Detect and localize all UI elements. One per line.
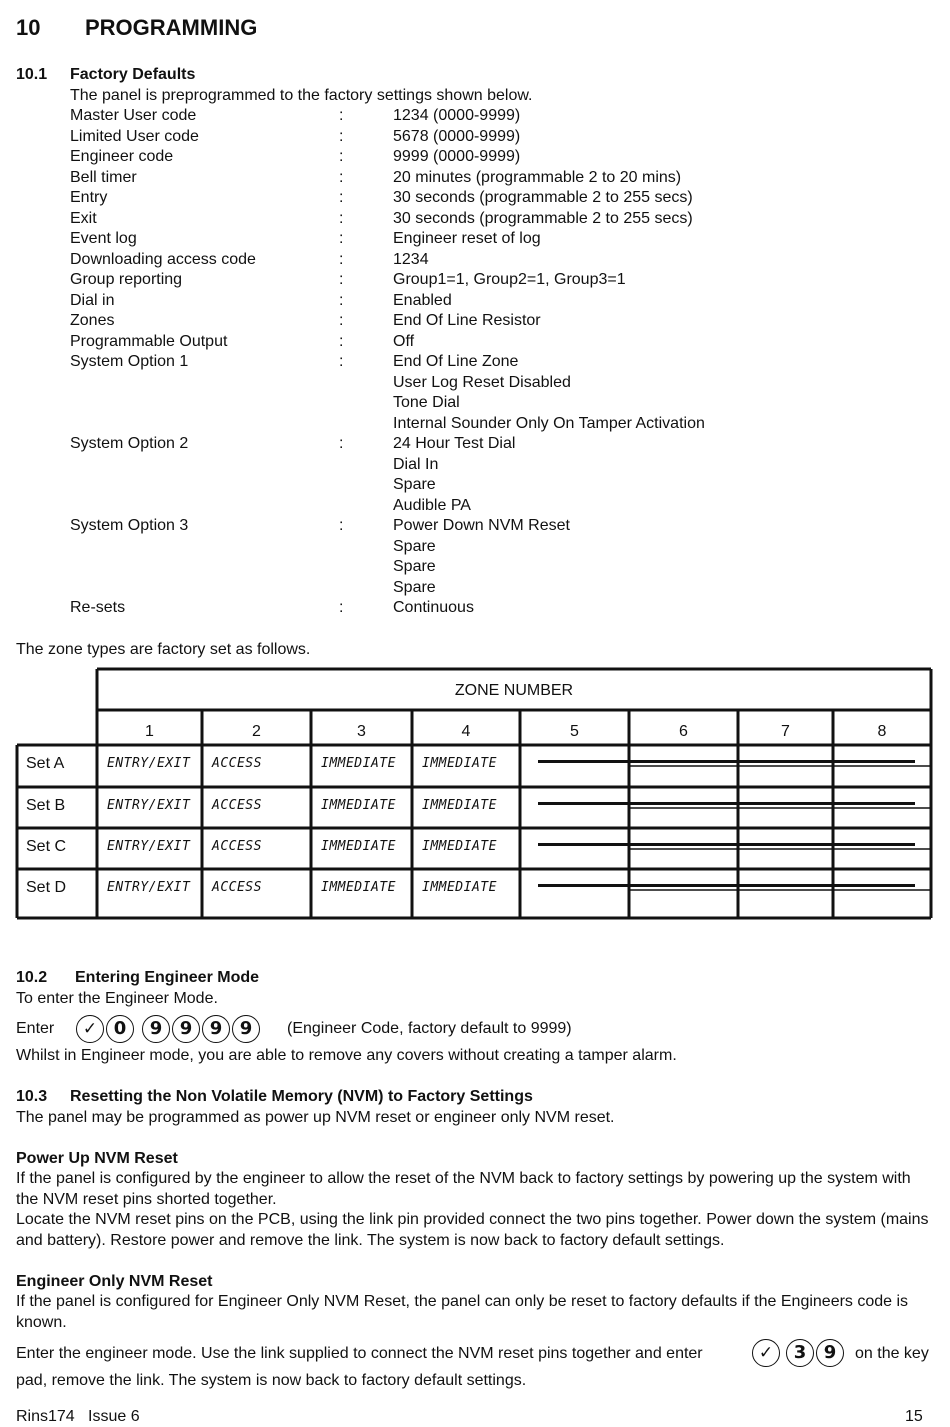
setting-separator: :: [339, 312, 344, 329]
setting-value: Enabled: [393, 291, 452, 309]
setting-separator: :: [339, 189, 344, 206]
subsection-number-10-1: 10.1: [16, 66, 48, 83]
setting-separator: :: [339, 517, 344, 534]
setting-value: 9999 (0000-9999): [393, 148, 521, 165]
zone-intro: The zone types are factory set as follows.: [16, 641, 311, 658]
zone-set-label: Set B: [26, 797, 66, 814]
zone-type-cell: IMMEDIATE: [321, 880, 396, 895]
setting-value: Tone Dial: [393, 394, 460, 411]
setting-label: System Option 1: [70, 353, 189, 370]
setting-label: Event log: [70, 230, 137, 247]
key-9: 9: [142, 1015, 170, 1043]
enter-label: Enter: [16, 1020, 55, 1037]
setting-value: 30 seconds (programmable 2 to 255 secs): [393, 209, 693, 227]
zone-type-cell: IMMEDIATE: [422, 880, 497, 895]
setting-value: Continuous: [393, 599, 474, 616]
setting-value: Dial In: [393, 455, 439, 473]
zone-number-header: ZONE NUMBER: [454, 682, 574, 699]
setting-separator: :: [339, 291, 344, 309]
setting-value: Spare: [393, 537, 436, 555]
key-9: 9: [202, 1015, 230, 1043]
setting-value: 30 seconds (programmable 2 to 255 secs): [393, 189, 693, 206]
zone-column-number: 1: [145, 723, 154, 740]
setting-value: Audible PA: [393, 496, 471, 514]
setting-label: Programmable Output: [70, 332, 228, 350]
zone-type-cell: ENTRY/EXIT: [107, 756, 191, 771]
zone-type-cell: IMMEDIATE: [422, 839, 497, 854]
setting-value: 20 minutes (programmable 2 to 20 mins): [393, 168, 682, 186]
setting-value: 1234 (0000-9999): [393, 107, 521, 124]
setting-value: Spare: [393, 578, 436, 596]
setting-value: Off: [393, 332, 415, 350]
setting-separator: :: [339, 148, 344, 165]
unassigned-zone-dash: [538, 802, 915, 805]
setting-label: Engineer code: [70, 148, 174, 165]
zone-column-number: 4: [461, 723, 471, 740]
zone-type-cell: ACCESS: [212, 798, 262, 813]
zone-column-number: 5: [570, 723, 579, 740]
zone-type-cell: ACCESS: [212, 756, 262, 771]
setting-label: Re-sets: [70, 599, 126, 616]
engineer-only-paragraph-2c: pad, remove the link. The system is now back to factory default settings.: [16, 1372, 527, 1389]
setting-label: Bell timer: [70, 168, 137, 186]
zone-type-cell: IMMEDIATE: [422, 756, 497, 771]
setting-label: Entry: [70, 189, 108, 206]
setting-separator: :: [339, 332, 344, 350]
powerup-paragraph-2: Locate the NVM reset pins on the PCB, using the link pin provided connect the two pins together. Power down the system (mains and battery). Restore power and remove the link. The system is now back to factory default settings.: [16, 1211, 929, 1249]
setting-value: Engineer reset of log: [393, 230, 541, 247]
nvm-reset-keys: [752, 1339, 846, 1367]
powerup-paragraph-1: If the panel is configured by the engineer to allow the reset of the NVM back to factory settings by powering up the system with the NVM reset pins shorted together.: [16, 1170, 911, 1208]
zone-type-cell: ACCESS: [212, 880, 262, 895]
setting-separator: :: [339, 127, 344, 145]
setting-separator: :: [339, 353, 344, 370]
engineer-key-note: (Engineer Code, factory default to 9999): [287, 1020, 572, 1037]
setting-label: Exit: [70, 209, 97, 227]
setting-separator: :: [339, 435, 344, 452]
setting-separator: :: [339, 230, 344, 247]
key-9: 9: [232, 1015, 260, 1043]
setting-label: Limited User code: [70, 127, 199, 145]
setting-label: Master User code: [70, 107, 197, 124]
setting-separator: :: [339, 107, 344, 124]
zone-type-cell: IMMEDIATE: [321, 798, 396, 813]
subsection-number-10-2: 10.2: [16, 969, 48, 986]
section-number: 10: [16, 15, 41, 40]
setting-value: Spare: [393, 476, 436, 493]
setting-value: End Of Line Resistor: [393, 312, 541, 329]
engineer-only-paragraph-2b: on the key: [855, 1345, 929, 1362]
engineer-only-paragraph-2a: Enter the engineer mode. Use the link supplied to connect the NVM reset pins together and enter: [16, 1345, 703, 1362]
setting-value: 1234: [393, 250, 429, 268]
zone-type-cell: ENTRY/EXIT: [107, 798, 191, 813]
engineer-note: Whilst in Engineer mode, you are able to remove any covers without creating a tamper alarm.: [16, 1047, 677, 1064]
key-9: 9: [172, 1015, 200, 1043]
section-title: PROGRAMMING: [85, 15, 258, 40]
zone-set-label: Set C: [26, 838, 67, 855]
setting-label: System Option 3: [70, 517, 189, 534]
factory-intro: The panel is preprogrammed to the factory settings shown below.: [70, 87, 533, 104]
engineer-only-paragraph-1: If the panel is configured for Engineer Only NVM Reset, the panel can only be reset to factory defaults if the Engineers code is known.: [16, 1293, 909, 1331]
zone-type-cell: ENTRY/EXIT: [107, 839, 191, 854]
check-key-icon: ✓: [752, 1339, 780, 1367]
setting-separator: :: [339, 168, 344, 186]
key-3: 3: [786, 1339, 814, 1367]
setting-label: System Option 2: [70, 435, 189, 452]
subsection-title-engineer-mode: Entering Engineer Mode: [75, 969, 260, 986]
zone-column-number: 3: [357, 723, 366, 740]
setting-value: 24 Hour Test Dial: [393, 435, 516, 452]
key-9: 9: [816, 1339, 844, 1367]
zone-column-number: 8: [877, 723, 887, 740]
subsection-number-10-3: 10.3: [16, 1088, 48, 1105]
setting-label: Downloading access code: [70, 250, 256, 268]
powerup-nvm-heading: Power Up NVM Reset: [16, 1150, 178, 1167]
zone-set-label: Set D: [26, 879, 67, 896]
setting-label: Dial in: [70, 291, 115, 309]
unassigned-zone-dash: [538, 884, 915, 887]
nvm-intro: The panel may be programmed as power up NVM reset or engineer only NVM reset.: [16, 1109, 615, 1126]
setting-value: Internal Sounder Only On Tamper Activation: [393, 414, 705, 432]
engineer-only-nvm-heading: Engineer Only NVM Reset: [16, 1273, 213, 1290]
subsection-title-nvm-reset: Resetting the Non Volatile Memory (NVM) to Factory Settings: [70, 1088, 533, 1105]
check-key-icon: ✓: [76, 1015, 104, 1043]
setting-separator: :: [339, 271, 344, 288]
subsection-title-factory-defaults: Factory Defaults: [70, 66, 196, 83]
zone-column-number: 6: [679, 723, 688, 740]
footer-document-id: Rins174 Issue 6: [16, 1408, 140, 1425]
zone-type-cell: ACCESS: [212, 839, 262, 854]
setting-separator: :: [339, 599, 344, 616]
footer-page-number: 15: [905, 1408, 923, 1425]
key-0: 0: [106, 1015, 134, 1043]
zone-set-label: Set A: [26, 755, 65, 772]
setting-value: User Log Reset Disabled: [393, 373, 571, 391]
zone-type-cell: IMMEDIATE: [321, 756, 396, 771]
setting-value: 5678 (0000-9999): [393, 127, 521, 145]
unassigned-zone-dash: [538, 760, 915, 763]
unassigned-zone-dash: [538, 843, 915, 846]
engineer-intro: To enter the Engineer Mode.: [16, 990, 218, 1007]
setting-value: Spare: [393, 558, 436, 575]
zone-type-cell: IMMEDIATE: [321, 839, 396, 854]
zone-type-cell: ENTRY/EXIT: [107, 880, 191, 895]
setting-separator: :: [339, 250, 344, 268]
setting-value: End Of Line Zone: [393, 353, 519, 370]
zone-column-number: 7: [781, 723, 790, 740]
zone-type-cell: IMMEDIATE: [422, 798, 497, 813]
engineer-code-keys: [76, 1015, 262, 1043]
setting-value: Power Down NVM Reset: [393, 517, 570, 534]
zone-column-number: 2: [252, 723, 261, 740]
setting-separator: :: [339, 209, 344, 227]
setting-value: Group1=1, Group2=1, Group3=1: [393, 271, 626, 288]
setting-label: Group reporting: [70, 271, 183, 288]
setting-label: Zones: [70, 312, 115, 329]
